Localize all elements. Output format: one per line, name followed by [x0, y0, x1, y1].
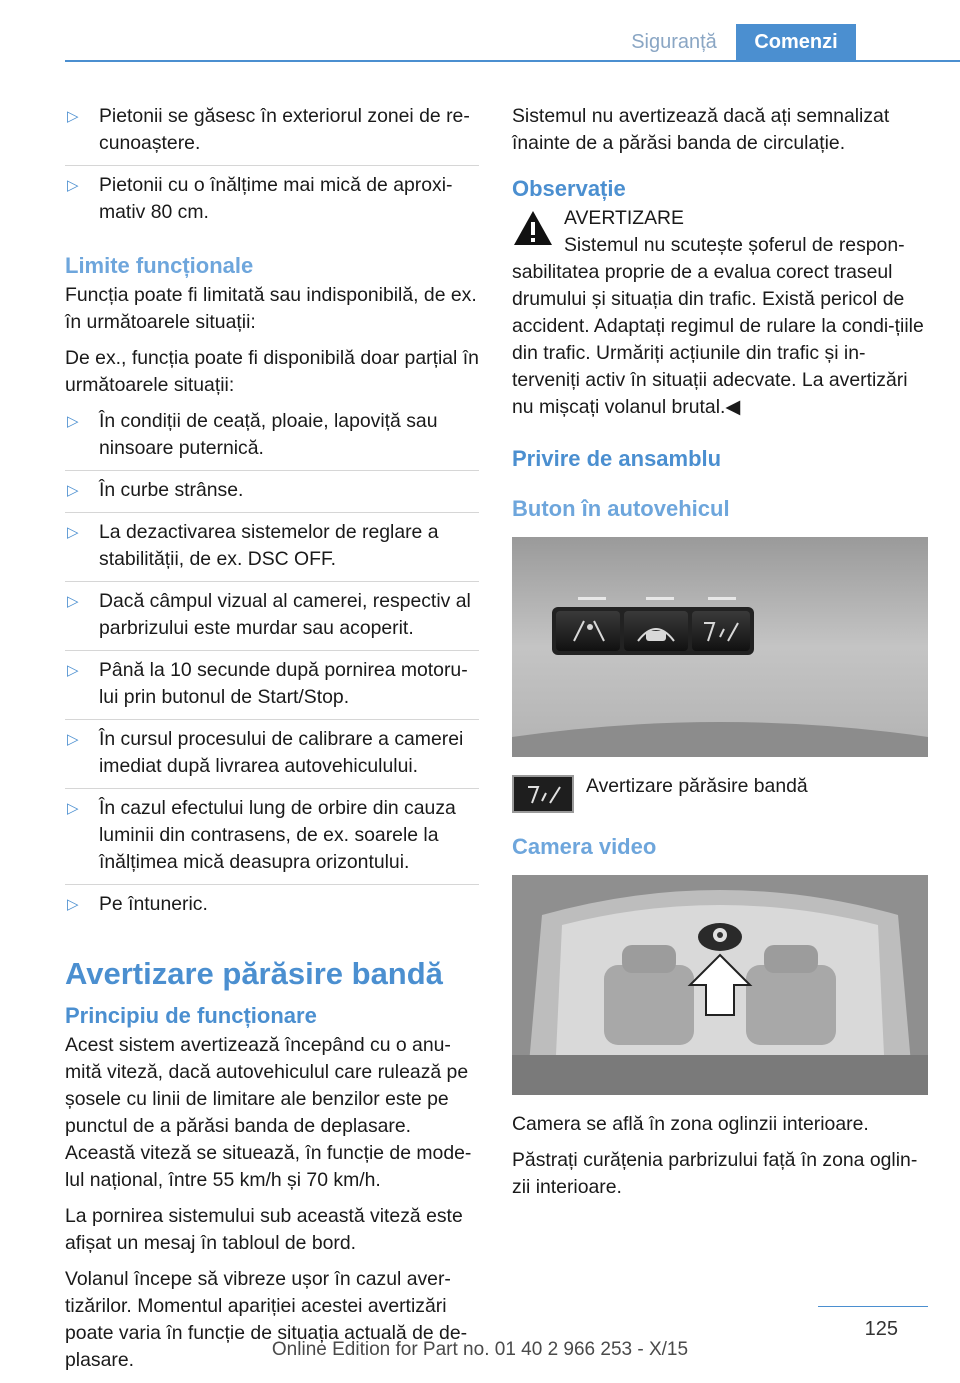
note-heading: Observație: [512, 176, 626, 201]
camera-paragraph-1: Camera se află în zona oglinzii interioare.: [512, 1113, 869, 1135]
list-item: ▷ Până la 10 secunde după pornirea motoru‐lui prin butonul de Start/Stop.: [65, 650, 479, 711]
button-caption: Avertizare părăsire bandă: [586, 775, 808, 797]
list-item: ▷ În curbe strânse.: [65, 470, 479, 504]
edition-footer: Online Edition for Part no. 01 40 2 966 253 - X/15: [271, 1339, 689, 1360]
header-rule: [65, 60, 960, 62]
button-caption-row: [512, 773, 928, 813]
limits-paragraph-2: De ex., funcția poate fi disponibilă doar parțial în următoarele situații:: [65, 347, 479, 396]
list-item: ▷ Pietonii cu o înălțime mai mică de aproxi‐mativ 80 cm.: [65, 165, 479, 226]
warning-text: Sistemul nu scutește șoferul de respon‐sabilitatea proprie de a evalua corect traseul drumului și situația din trafic. Există pericol de accident. Adaptați regimul de rulare la condi‐țiile din trafic. Urmăriți acțiunile din trafic și in‐terveniți activ în situații adecvate. La avertizări nu mișcați volanul brutal.◀: [512, 234, 924, 418]
principle-paragraph-2: La pornirea sistemului sub această viteză este afișat un mesaj în tabloul de bord.: [65, 1205, 463, 1254]
principle-paragraph-3: Volanul începe să vibreze ușor în cazul aver‐tizărilor. Momentul apariției acestei avertizări poate varia în funcție de situația actuală de de‐plasare.: [65, 1268, 468, 1371]
button-panel-photo: [512, 537, 928, 757]
overview-heading: Privire de ansamblu: [512, 446, 722, 471]
list-item: ▷ La dezactivarea sistemelor de reglare a stabilității, de ex. DSC OFF.: [65, 512, 479, 573]
list-item: ▷ În cazul efectului lung de orbire din cauza luminii din contrasens, de ex. soarele la înălțimea mică deasupra orizontului.: [65, 788, 479, 876]
pedestrian-warning-button: [556, 611, 620, 651]
list-item: ▷ În cursul procesului de calibrare a camerei imediat după livrarea autovehiculului.: [65, 719, 479, 780]
limits-list: [65, 408, 479, 918]
camera-marker: [698, 923, 742, 951]
page-header: [0, 0, 960, 60]
limits-heading: Limite funcționale: [65, 253, 254, 278]
list-item: ▷ Pe întuneric.: [65, 884, 479, 918]
header-tab-controls[interactable]: Comenzi: [736, 24, 856, 60]
section-title: Avertizare părăsire bandă: [65, 956, 443, 991]
page-number: 125: [864, 1318, 898, 1340]
camera-heading: Camera video: [512, 834, 657, 859]
list-item: ▷ Pietonii se găsesc în exteriorul zonei de re‐cunoaștere.: [65, 103, 479, 157]
pedestrian-limits-list: [65, 103, 479, 226]
warning-label: AVERTIZARE: [564, 207, 684, 229]
lane-departure-button: [692, 611, 750, 651]
warning-triangle-icon: [512, 209, 554, 247]
left-column: [65, 103, 479, 1383]
principle-heading: Principiu de funcționare: [65, 1003, 317, 1028]
principle-paragraph-1: Acest sistem avertizează începând cu o anu‐mită viteză, dacă autovehiculul care rulează pe șosele cu linii de limitare ale benzilor este pe punctul de a părăsi banda de deplasare. Această viteză se situează, în funcție de mode‐lul național, între 55 km/h și 70 km/h.: [65, 1034, 472, 1191]
button-heading: Buton în autovehicul: [512, 496, 730, 521]
list-item: ▷ Dacă câmpul vizual al camerei, respectiv al parbrizului este murdar sau acoperit.: [65, 581, 479, 642]
footer-rule: [818, 1306, 928, 1307]
header-tab-safety[interactable]: Siguranță: [631, 31, 717, 53]
limits-paragraph-1: Funcția poate fi limitată sau indisponibilă, de ex. în următoarele situații:: [65, 284, 477, 333]
camera-paragraph-2: Păstrați curățenia parbrizului față în zona oglin‐zii interioare.: [512, 1149, 918, 1198]
list-item: ▷ În condiții de ceață, ploaie, lapoviță sau ninsoare puternică.: [65, 408, 479, 462]
warning-block: [512, 205, 928, 421]
right-column: [512, 103, 928, 1210]
intro-paragraph: Sistemul nu avertizează dacă ați semnalizat înainte de a părăsi banda de circulație.: [512, 105, 890, 154]
camera-location-photo: [512, 875, 928, 1095]
collision-warning-button: [624, 611, 688, 651]
lane-departure-icon: [512, 775, 574, 813]
